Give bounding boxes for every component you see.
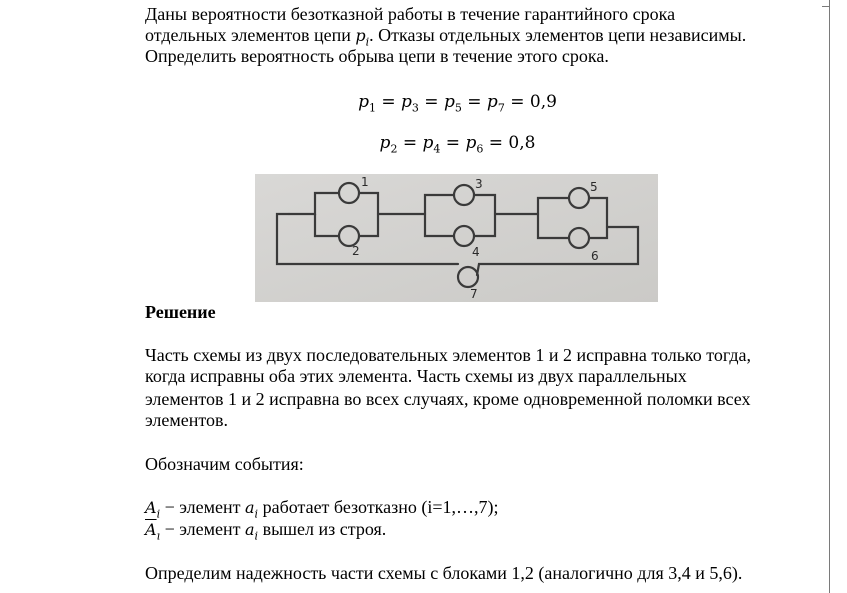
events-intro: Обозначим события:	[145, 454, 304, 474]
intro-line-3: Определить вероятность обрыва цепи в течение этого срока.	[145, 46, 609, 66]
event2-elem: a	[245, 520, 255, 539]
intro-line-2-text: отдельных элементов цепи	[145, 25, 356, 45]
f2-sub-c: 6	[476, 142, 484, 156]
para1-line-2: когда исправны оба этих элемента. Часть схемы из двух параллельных	[145, 366, 687, 386]
f2-value: 0,8	[508, 133, 536, 153]
intro-var-sub: i	[365, 35, 370, 49]
formula-odd: $p_1 = p_3 = p_5 = p_7 = 0,9$	[358, 92, 557, 115]
final-line: Определим надежность части схемы с блоками 1,2 (аналогично для 3,4 и 5,6).	[145, 563, 743, 583]
label-3: 3	[475, 177, 483, 191]
event2-var: $\overline{A}$	[145, 520, 157, 539]
event1-elem-sub: i	[254, 507, 259, 521]
label-1: 1	[361, 175, 369, 189]
label-4: 4	[472, 245, 480, 259]
f2-sub-b: 4	[433, 142, 441, 156]
intro-var: p	[355, 26, 366, 45]
label-5: 5	[590, 180, 598, 194]
para1-line-4: элементов.	[145, 410, 229, 430]
event2-dash: − элемент	[160, 519, 245, 539]
f1-sub-d: 7	[497, 101, 505, 115]
label-6: 6	[591, 249, 599, 263]
event1-text: работает безотказно (i=1,…,7);	[258, 497, 499, 517]
para1-line-1: Часть схемы из двух последовательных элементов 1 и 2 исправна только тогда,	[145, 345, 752, 365]
event2-elem-sub: i	[254, 529, 259, 543]
label-7: 7	[470, 287, 478, 301]
f1-var-c: p	[443, 92, 455, 112]
f1-sub-b: 3	[411, 101, 419, 115]
para1-line-3: элементов 1 и 2 исправна во всех случаях, кроме одновременной поломки всех	[145, 389, 751, 409]
f1-sub-a: 1	[368, 101, 376, 115]
event-2	[145, 519, 770, 547]
label-2: 2	[352, 244, 360, 258]
event1-dash: − элемент	[160, 497, 245, 517]
event2-sub: ı	[156, 529, 161, 543]
f2-sub-a: 2	[390, 142, 398, 156]
f2-var-c: p	[465, 133, 477, 153]
event1-sub: i	[156, 507, 161, 521]
f1-var-a: p	[358, 92, 369, 112]
circuit-diagram-photo	[255, 174, 658, 302]
f2-var-b: p	[422, 133, 434, 153]
formula-even: $p_2 = p_4 = p_6 = 0,8$	[379, 133, 536, 156]
f1-var-b: p	[401, 92, 412, 112]
f2-var-a: p	[379, 133, 391, 153]
circuit-diagram	[255, 174, 658, 302]
solution-heading: Решение	[145, 302, 216, 322]
event2-text: вышел из строя.	[258, 519, 387, 539]
event1-var: A	[145, 498, 157, 517]
intro-line-1: Даны вероятности безотказной работы в течение гарантийного срока	[145, 4, 676, 24]
page-border-right	[829, 0, 830, 593]
f1-value: 0,9	[529, 92, 557, 112]
f1-sub-c: 5	[454, 101, 462, 115]
f1-var-d: p	[486, 92, 498, 112]
event1-elem: a	[245, 498, 255, 517]
intro-line-2-text-b: . Отказы отдельных элементов цепи независимы.	[369, 25, 747, 45]
page-border-corner	[822, 6, 829, 7]
